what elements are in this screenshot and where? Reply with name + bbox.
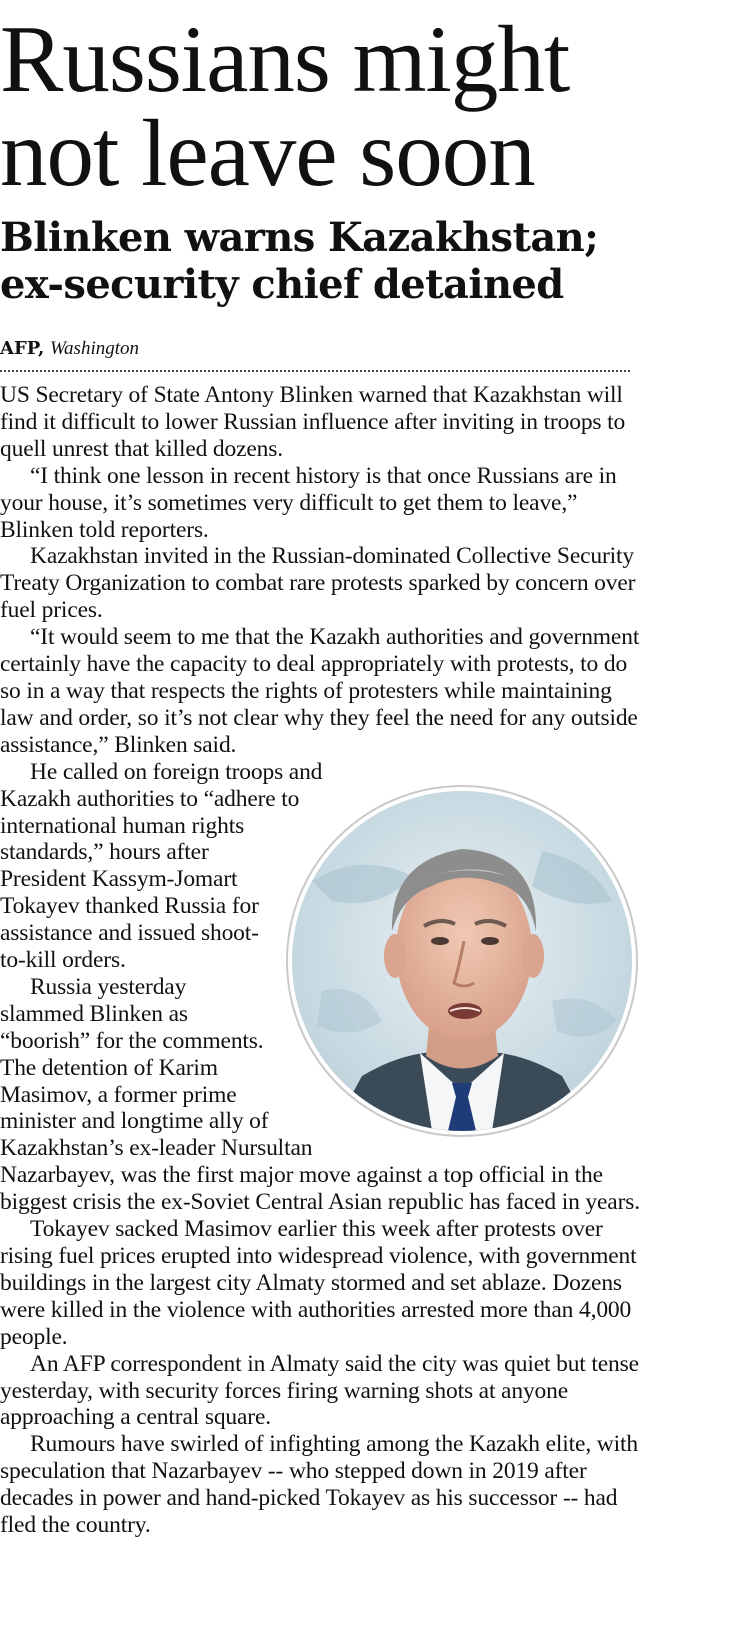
byline <box>0 338 630 372</box>
paragraph: Russia yesterday slammed Blinken as “boorish” for the comments. The detention of Karim Masimov, a former prime minister and longtime ally of Kazakhstan’s ex-leader Nursultan Nazarbayev, was the first major move against a top official in the biggest crisis the ex-Soviet Central Asian republic has faced in years. <box>0 973 640 1216</box>
byline-location: Washington <box>49 338 140 359</box>
paragraph: Rumours have swirled of infighting among the Kazakh elite, with speculation that Nazarbayev -- who stepped down in 2019 after decades in power and hand-picked Tokayev as his successor -- had fled the country. <box>0 1431 638 1539</box>
paragraph: An AFP correspondent in Almaty said the city was quiet but tense yesterday, with security forces firing warning shots at anyone approaching a central square. <box>0 1350 639 1431</box>
paragraph: US Secretary of State Antony Blinken warned that Kazakhstan will find it difficult to lower Russian influence after inviting in troops to quell unrest that killed dozens. <box>0 382 626 462</box>
paragraph: “It would seem to me that the Kazakh authorities and government certainly have the capacity to deal appropriately with protests, to do so in a way that respects the rights of protesters while maintaining law and order, so it’s not clear why they feel the need for any outside assistance,” Blinken said. <box>0 624 640 758</box>
portrait-photo-frame <box>278 777 648 1147</box>
subheadline: Blinken warns Kazakhstan; ex-security chief detained <box>0 214 599 308</box>
paragraph: Tokayev sacked Masimov earlier this week after protests over rising fuel prices erupted into widespread violence, with government buildings in the largest city Almaty stormed and set ablaze. Dozens were killed in the violence with authorities arrested more than 4,000 people. <box>0 1216 637 1350</box>
paragraph: He called on foreign troops and Kazakh authorities to “adhere to international human rights standards,” hours after President Kassym-Jomart Tokayev thanked Russia for assistance and issued shoot-to-kill orders. <box>0 758 323 974</box>
headline: Russians might not leave soon <box>0 6 570 206</box>
article-body <box>0 382 640 1539</box>
portrait-photo <box>288 787 636 1135</box>
paragraph: “I think one lesson in recent history is that once Russians are in your house, it’s sometimes very difficult to get them to leave,” Blinken told reporters. <box>0 462 617 543</box>
portrait-illustration <box>292 791 632 1131</box>
byline-agency: AFP, <box>0 338 45 359</box>
paragraph: Kazakhstan invited in the Russian-dominated Collective Security Treaty Organization to combat rare protests sparked by concern over fuel prices. <box>0 543 636 624</box>
